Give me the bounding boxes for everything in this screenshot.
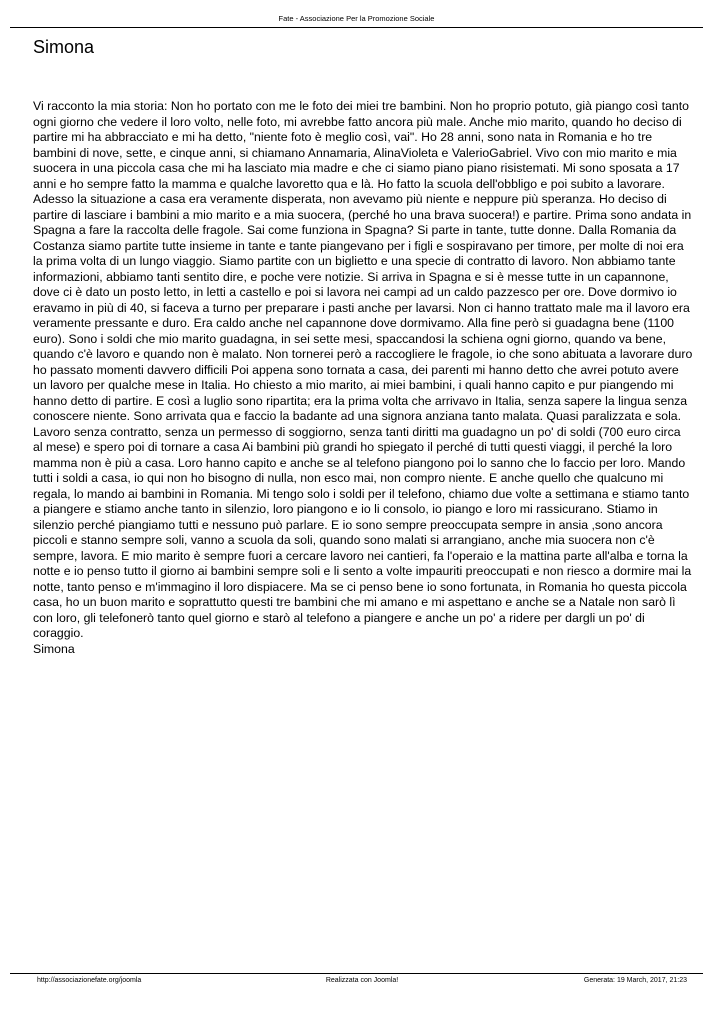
footer-generated-date: Generata: 19 March, 2017, 21:23 (583, 977, 687, 984)
article-text: Vi racconto la mia storia: Non ho portato con me le foto dei miei tre bambini. Non ho proprio potuto, già piango così tanto ogni giorno che vedere il loro volto, nelle foto, mi avrebbe fatto ancora più male. Anche mio marito, quando ho deciso di partire mi ha abbracciato e mi ha detto, "niente foto è meglio così, vai". Ho 28 anni, sono nata in Romania e ho tre bambini di nove, sette, e cinque anni, si chiamano Annamaria, AlinaVioleta e ValerioGabriel. Vivo con mio marito e mia suocera in una piccola casa che mi ha lasciato mia madre e che ci siamo piano piano risistemati. Mi sono sposata a 17 anni e ho sempre fatto la mamma e qualche lavoretto qua e là. Ho fatto la scuola dell'obbligo e poi subito a lavorare. Adesso la situazione a casa era veramente disperata, non avevamo più niente e neppure più speranza. Ho deciso di partire di lasciare i bambini a mio marito e a mia suocera, (perché ho una brava suocera!) e partire. Prima sono andata in Spagna a fare la raccolta delle fragole. Sai come funziona in Spagna? Si parte in tante, tutte donne. Dalla Romania da Costanza siamo partite tutte insieme in tante e tante piangevano per i figli e sospiravano per timore, per molte di noi era la prima volta di un lungo viaggio. Siamo partite con un biglietto e una specie di contratto di lavoro. Non abbiamo tante informazioni, abbiamo tanti sentito dire, e poche vere notizie. Si arriva in Spagna e si è messe tutte in un capannone, dove ci è dato un posto letto, in letti a castello e poi si lavora nei campi ad un caldo pazzesco per ore. Dove dormivo io eravamo in più di 40, si faceva a turno per preparare i pasti anche per lavarsi. Non ci hanno trattato male ma il lavoro era veramente pressante e duro. Era caldo anche nel capannone dove dormivamo. Alla fine però si guadagna bene (1100 euro). Sono i soldi che mio marito guadagna, in sei sette mesi, spaccandosi la schiena ogni giorno, quando va bene, quando c'è lavoro e quando non è malato. Non tornerei però a raccogliere le fragole, io che sono abituata a lavorare duro ho passato momenti davvero difficili Poi appena sono tornata a casa, dei parenti mi hanno detto che avrei potuto avere un lavoro per qualche mese in Italia. Ho chiesto a mio marito, ai miei bambini, i quali hanno capito e pur piangendo mi hanno detto di partire. E così a luglio sono ripartita; era la prima volta che arrivavo in Italia, senza sapere la lingua senza conoscere niente. Sono arrivata qua e faccio la badante ad una signora anziana tanto malata. Quasi paralizzata e sola. Lavoro senza contratto, senza un permesso di soggiorno, senza tanti diritti ma guadagno un po' di soldi (700 euro circa al mese) e spero poi di tornare a casa Ai bambini più grandi ho spiegato il perché di tutti questi viaggi, il perché la loro mamma non è più a casa. Loro hanno capito e anche se al telefono piangono poi lo sanno che lo faccio per loro. Mando tutti i soldi a casa, io qui non ho bisogno di nulla, non esco mai, non compro niente. E anche quello che qualcuno mi regala, lo mando ai bambini in Romania. Mi tengo solo i soldi per il telefono, chiamo due volte a settimana e stiamo tanto a piangere e stiamo anche tanto in silenzio, loro piangono e io li consolo, io piango e loro mi rassicurano. Stiamo in silenzio perché piangiamo tutti e nessuno può parlare. E io sono sempre preoccupata sempre in ansia ,sono ancora piccoli e stanno sempre soli, vanno a scuola da soli, quando sono malati si arrangiano, anche mia suocera non c'è sempre, lavora. E mio marito è sempre fuori a cercare lavoro nei cantieri, fa l'operaio e la mattina parte all'alba e torna la notte e io penso tutto il giorno ai bambini sempre soli e li sento a volte impauriti preoccupati e non riesco a dormire mai la notte, tanto penso e m'immagino il loro dispiacere. Ma se ci penso bene io sono fortunata, in Romania ho questa piccola casa, ho un buon marito e soprattutto questi tre bambini che mi amano e mi aspettano e anche se a Natale non sarò lì con loro, gli telefonerò tanto quel giorno e starò al telefono a piangere e anche un po' a ridere per dargli un po' di coraggio. (33, 99, 693, 640)
header-divider (10, 27, 703, 28)
article-signature: Simona (33, 641, 75, 656)
footer-powered-by: Realizzata con Joomla! (325, 977, 399, 984)
site-title: Fate - Associazione Per la Promozione Sociale (278, 14, 435, 23)
footer-divider (10, 973, 703, 974)
page-title: Simona (33, 37, 95, 57)
site-header (10, 14, 703, 24)
article-body (33, 99, 693, 657)
page-footer (37, 976, 687, 986)
footer-url: http://associazionefate.org/joomla (37, 977, 142, 984)
